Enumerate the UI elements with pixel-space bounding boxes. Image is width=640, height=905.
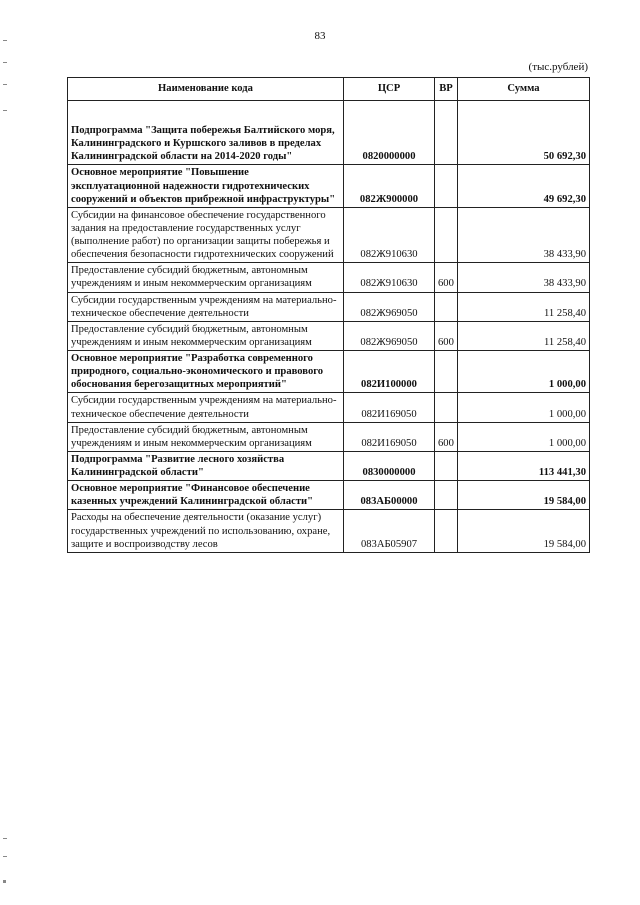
header-vr: ВР (435, 78, 458, 101)
row-name: Основное мероприятие "Финансовое обеспечение казенных учреждений Калининградской области" (68, 481, 344, 510)
row-vr (435, 451, 458, 480)
row-sum: 19 584,00 (458, 481, 590, 510)
row-sum: 1 000,00 (458, 393, 590, 422)
row-vr (435, 481, 458, 510)
table-row (68, 393, 590, 422)
spacer-row (68, 101, 590, 124)
row-csr: 082Ж969050 (344, 321, 435, 350)
row-name: Расходы на обеспечение деятельности (оказание услуг) государственных учреждений по использованию, охране, защите и воспроизводству лесов (68, 510, 344, 552)
row-name: Предоставление субсидий бюджетным, автономным учреждениям и иным некоммерческим организациям (68, 263, 344, 292)
header-name: Наименование кода (68, 78, 344, 101)
row-vr (435, 351, 458, 393)
row-csr: 0830000000 (344, 451, 435, 480)
row-csr: 082И169050 (344, 422, 435, 451)
row-csr: 082И100000 (344, 351, 435, 393)
row-vr (435, 292, 458, 321)
row-vr (435, 393, 458, 422)
row-sum: 38 433,90 (458, 207, 590, 263)
row-vr (435, 207, 458, 263)
row-sum: 1 000,00 (458, 422, 590, 451)
table-row (68, 451, 590, 480)
row-csr: 082Ж900000 (344, 165, 435, 207)
row-name: Основное мероприятие "Разработка современного природного, социально-экономического и правового обоснования берегозащитных мероприятий" (68, 351, 344, 393)
row-sum: 49 692,30 (458, 165, 590, 207)
table-body (68, 101, 590, 553)
table-header-row (68, 78, 590, 101)
table-row (68, 321, 590, 350)
row-vr (435, 123, 458, 165)
row-vr (435, 165, 458, 207)
row-sum: 1 000,00 (458, 351, 590, 393)
page-number: 83 (314, 30, 326, 42)
row-name: Подпрограмма "Развитие лесного хозяйства Калининградской области" (68, 451, 344, 480)
spacer-cell (344, 101, 435, 124)
row-name: Основное мероприятие "Повышение эксплуатационной надежности гидротехнических сооружений и объектов прибрежной инфраструктуры" (68, 165, 344, 207)
row-name: Субсидии государственным учреждениям на материально-техническое обеспечение деятельности (68, 292, 344, 321)
row-name: Предоставление субсидий бюджетным, автономным учреждениям и иным некоммерческим организациям (68, 321, 344, 350)
row-csr: 083АБ05907 (344, 510, 435, 552)
row-csr: 083АБ00000 (344, 481, 435, 510)
spacer-cell (458, 101, 590, 124)
row-name: Субсидии государственным учреждениям на материально-техническое обеспечение деятельности (68, 393, 344, 422)
table-row (68, 481, 590, 510)
row-vr: 600 (435, 263, 458, 292)
row-sum: 38 433,90 (458, 263, 590, 292)
row-sum: 50 692,30 (458, 123, 590, 165)
budget-table (67, 77, 590, 553)
table-row (68, 292, 590, 321)
row-name: Предоставление субсидий бюджетным, автономным учреждениям и иным некоммерческим организациям (68, 422, 344, 451)
row-csr: 082Ж910630 (344, 263, 435, 292)
row-sum: 11 258,40 (458, 292, 590, 321)
row-name: Субсидии на финансовое обеспечение государственного задания на предоставление государственных услуг (выполнение работ) по организации защиты побережья и обеспечения безопасности гидротехнических сооружений (68, 207, 344, 263)
table-row (68, 263, 590, 292)
row-vr: 600 (435, 422, 458, 451)
row-csr: 082И169050 (344, 393, 435, 422)
row-csr: 082Ж910630 (344, 207, 435, 263)
scan-edge-marks (3, 0, 9, 905)
row-sum: 113 441,30 (458, 451, 590, 480)
row-vr (435, 510, 458, 552)
header-sum: Сумма (458, 78, 590, 101)
units-label: (тыс.рублей) (528, 61, 588, 73)
row-sum: 19 584,00 (458, 510, 590, 552)
row-sum: 11 258,40 (458, 321, 590, 350)
table-row (68, 510, 590, 552)
header-csr: ЦСР (344, 78, 435, 101)
table-row (68, 351, 590, 393)
row-csr: 082Ж969050 (344, 292, 435, 321)
row-name: Подпрограмма "Защита побережья Балтийского моря, Калининградского и Куршского заливов в пределах Калининградской области на 2014-2020 годы" (68, 123, 344, 165)
table-row (68, 165, 590, 207)
spacer-cell (68, 101, 344, 124)
row-csr: 0820000000 (344, 123, 435, 165)
spacer-cell (435, 101, 458, 124)
table-row (68, 123, 590, 165)
row-vr: 600 (435, 321, 458, 350)
table-row (68, 422, 590, 451)
table-row (68, 207, 590, 263)
